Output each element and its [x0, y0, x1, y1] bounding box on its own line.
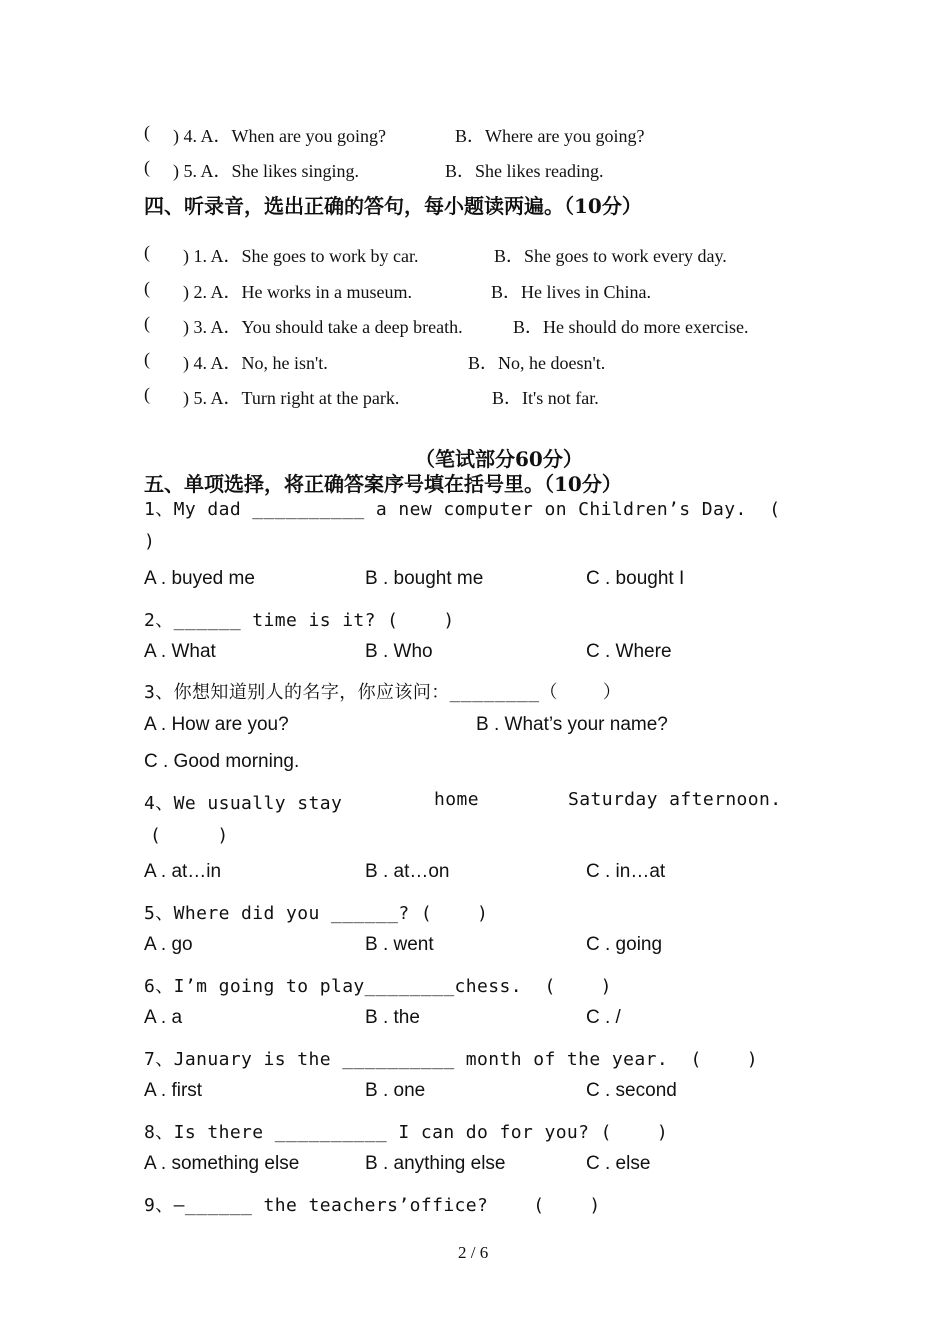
q5-option-c: C . going: [586, 934, 663, 955]
q4-option-b: B . at…on: [365, 861, 450, 882]
q8-option-c: C . else: [586, 1153, 651, 1174]
s4-item-5-paren: (: [144, 384, 150, 404]
q2-text: 2、______ time is it? ( ): [144, 610, 455, 631]
q1-text: 1、My dad __________ a new computer on Children’s Day. (: [144, 499, 781, 520]
s4-item-3-option-b: B．He should do more exercise.: [513, 317, 749, 337]
q6-option-a: A . a: [144, 1007, 183, 1028]
section4-heading: 四、听录音，选出正确的答句，每小题读两遍。（10分）: [144, 194, 642, 218]
top-item-4-paren: (: [144, 122, 150, 142]
s4-item-3-paren: (: [144, 313, 150, 333]
s4-item-1-paren: (: [144, 242, 150, 262]
s4-item-4-paren: (: [144, 349, 150, 369]
q6-text: 6、I’m going to play________chess. ( ): [144, 976, 612, 997]
section5-heading: 五、单项选择，将正确答案序号填在括号里。（10分）: [144, 472, 622, 496]
q8-option-a: A . something else: [144, 1153, 300, 1174]
q4-text-part2: home: [434, 789, 479, 810]
s4-item-4-option-b: B．No, he doesn't.: [468, 353, 606, 373]
q1-option-a: A . buyed me: [144, 568, 255, 589]
q1-option-c: C . bought I: [586, 568, 685, 589]
s4-item-2-option-b: B．He lives in China.: [491, 282, 651, 302]
q2-option-a: A . What: [144, 641, 216, 662]
q1-option-b: B . bought me: [365, 568, 484, 589]
q9-text: 9、—______ the teachers’office? ( ): [144, 1195, 601, 1216]
q4-answer-bracket: ( ): [150, 825, 229, 846]
top-item-5-option-b: B．She likes reading.: [445, 161, 604, 181]
q1-text-cont: ): [144, 531, 156, 552]
top-item-4-option-a: ) 4. A．When are you going?: [173, 126, 386, 146]
q2-option-c: C . Where: [586, 641, 672, 662]
s4-item-5-option-b: B．It's not far.: [492, 388, 599, 408]
q3-option-c: C . Good morning.: [144, 751, 300, 772]
s4-item-2-option-a: ) 2. A．He works in a museum.: [183, 282, 412, 302]
q3-option-b: B . What’s your name?: [476, 714, 668, 735]
written-part-title: （笔试部分60分）: [415, 447, 583, 471]
q4-option-c: C . in…at: [586, 861, 666, 882]
q5-text: 5、Where did you ______? ( ): [144, 903, 489, 924]
q7-option-c: C . second: [586, 1080, 677, 1101]
q8-text: 8、Is there __________ I can do for you? ( ): [144, 1122, 669, 1143]
top-item-4-option-b: B．Where are you going?: [455, 126, 645, 146]
s4-item-5-option-a: ) 5. A．Turn right at the park.: [183, 388, 400, 408]
q6-option-b: B . the: [365, 1007, 420, 1028]
q3-text: 3、你想知道别人的名字，你应该问：________（ ）: [144, 682, 622, 703]
q7-option-a: A . first: [144, 1080, 203, 1101]
top-item-5-option-a: ) 5. A．She likes singing.: [173, 161, 360, 181]
s4-item-3-option-a: ) 3. A．You should take a deep breath.: [183, 317, 463, 337]
q4-text-part1: 4、We usually stay: [144, 793, 343, 814]
q8-option-b: B . anything else: [365, 1153, 506, 1174]
s4-item-2-paren: (: [144, 278, 150, 298]
q5-option-b: B . went: [365, 934, 434, 955]
q6-option-c: C . /: [586, 1007, 621, 1028]
q3-option-a: A . How are you?: [144, 714, 289, 735]
s4-item-1-option-a: ) 1. A．She goes to work by car.: [183, 246, 419, 266]
q7-text: 7、January is the __________ month of the year. ( ): [144, 1049, 758, 1070]
page-number: 2 / 6: [458, 1243, 489, 1262]
s4-item-1-option-b: B．She goes to work every day.: [494, 246, 727, 266]
q2-option-b: B . Who: [365, 641, 433, 662]
top-item-5-paren: (: [144, 157, 150, 177]
q5-option-a: A . go: [144, 934, 193, 955]
s4-item-4-option-a: ) 4. A．No, he isn't.: [183, 353, 328, 373]
q4-text-part3: Saturday afternoon.: [568, 789, 782, 810]
q4-option-a: A . at…in: [144, 861, 222, 882]
q7-option-b: B . one: [365, 1080, 426, 1101]
